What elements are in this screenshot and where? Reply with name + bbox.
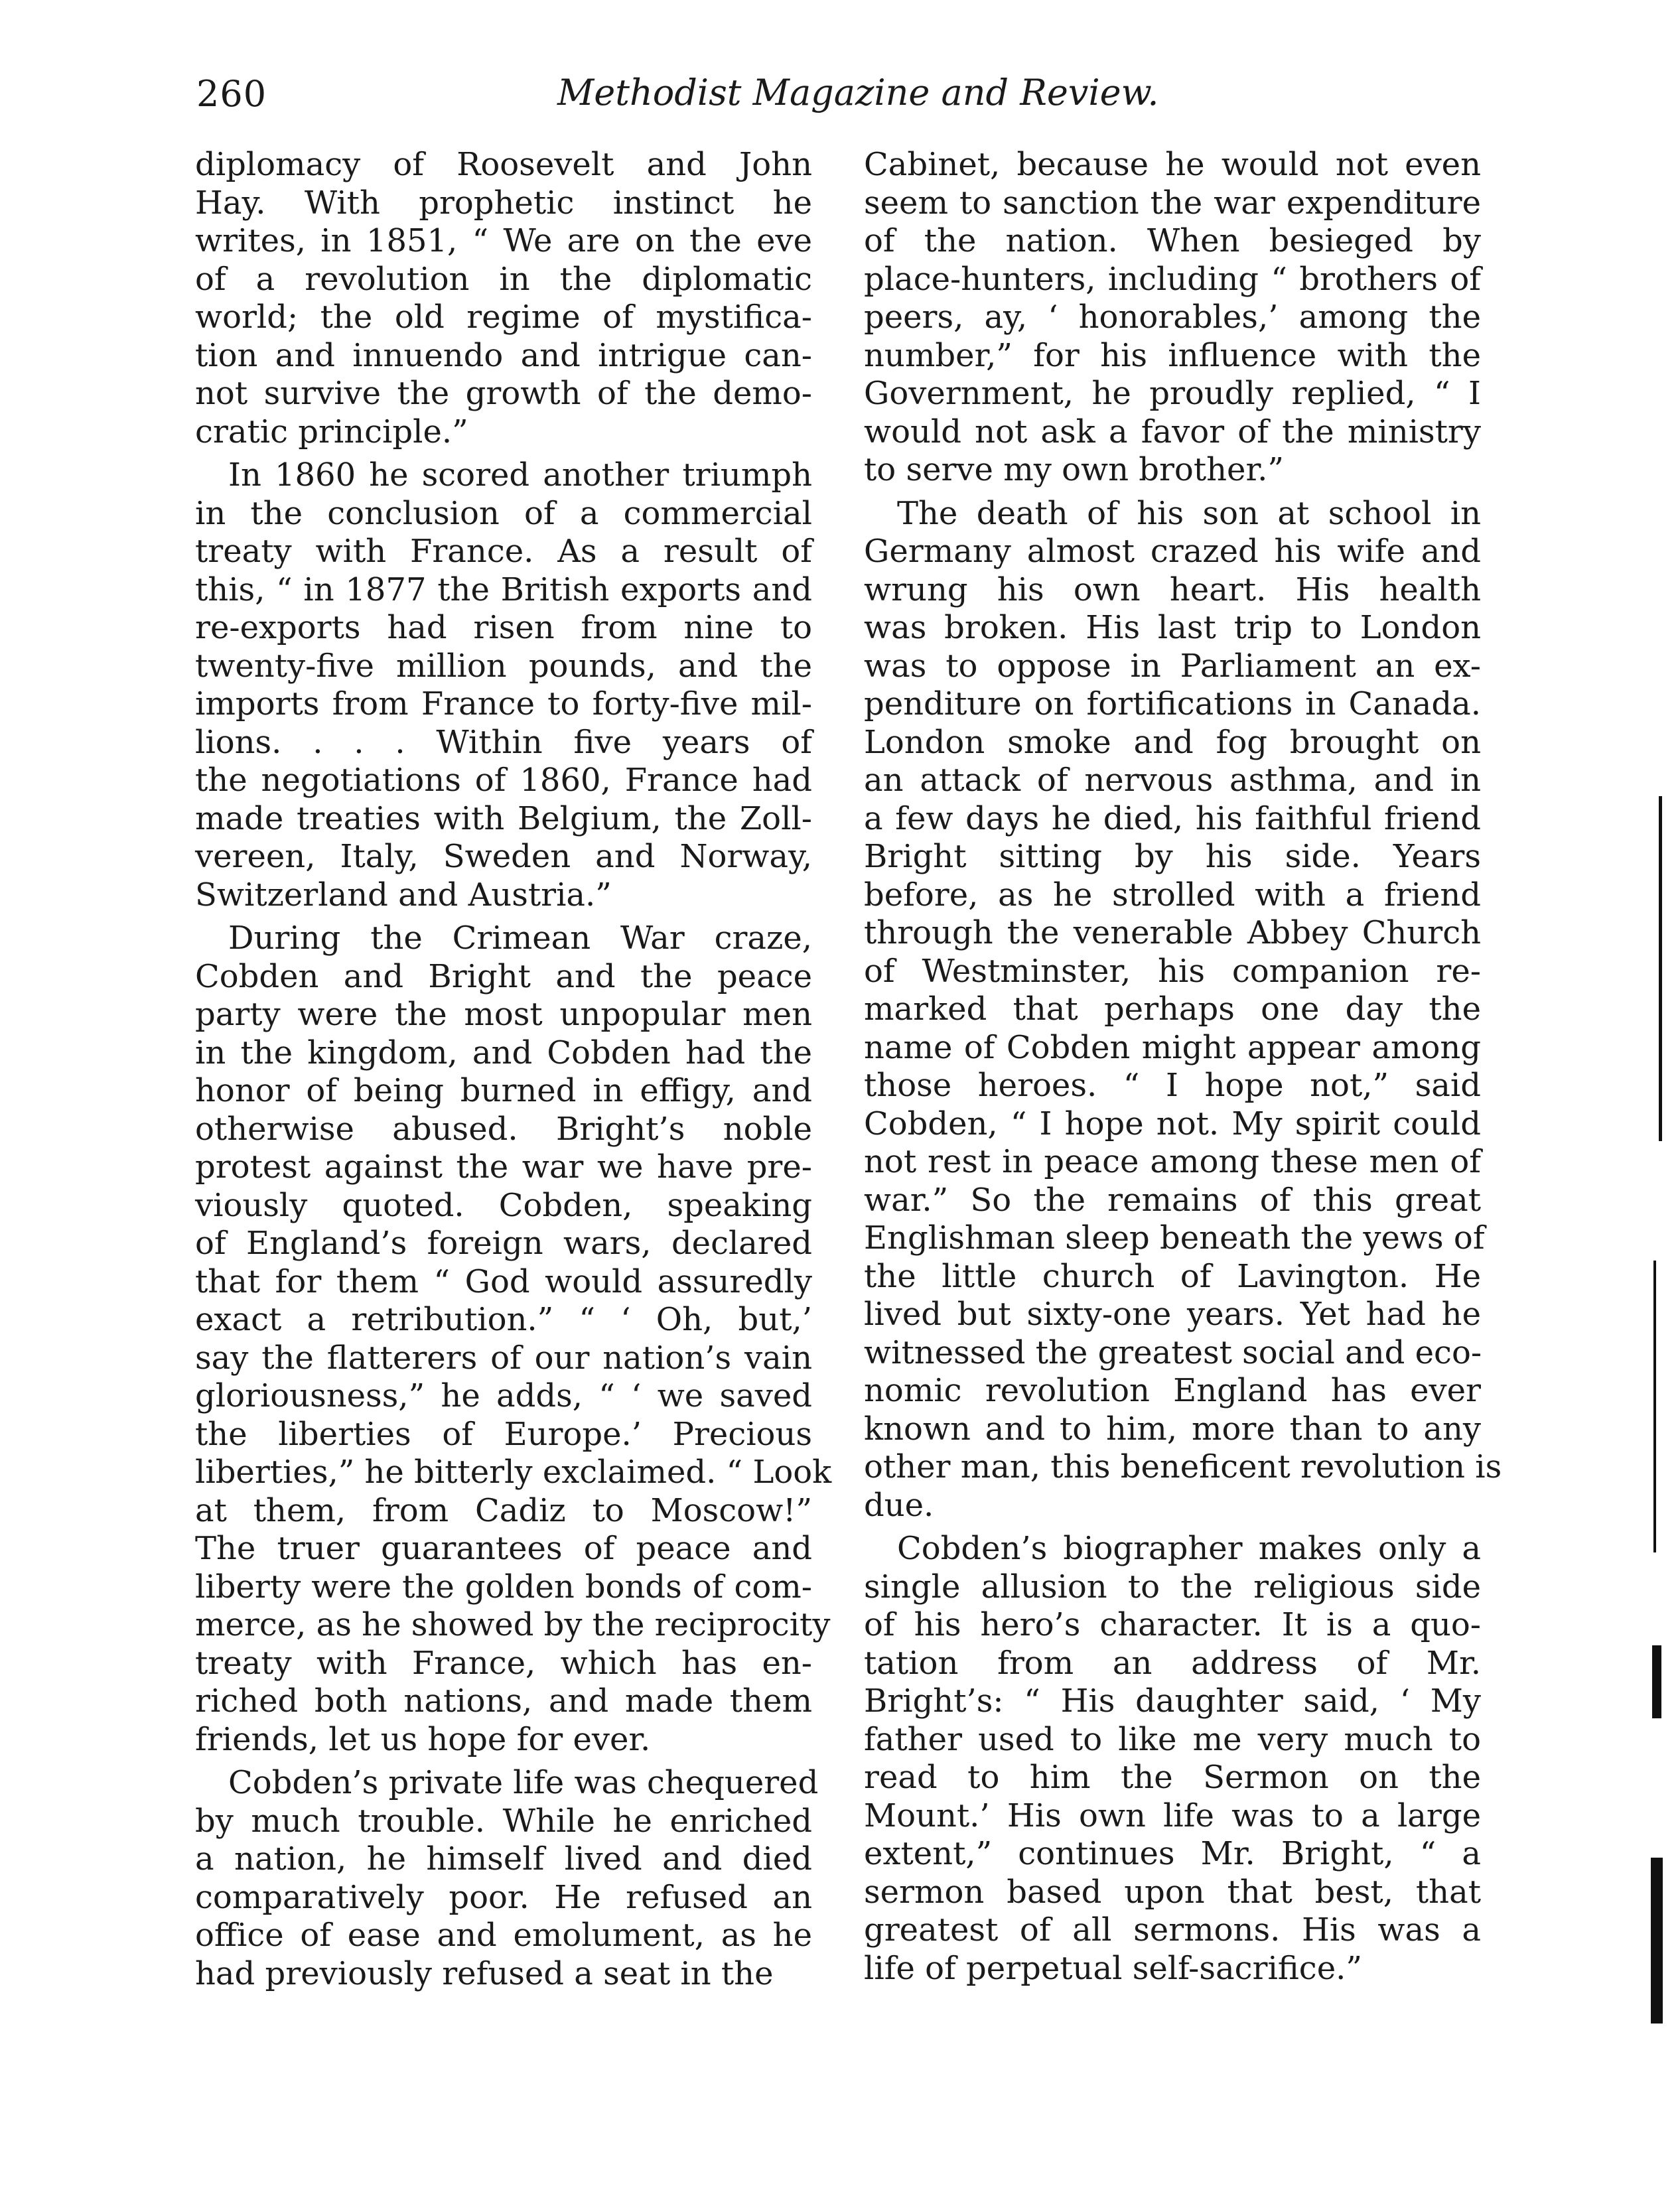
text-line: the little church of Lavington. He <box>864 1257 1481 1295</box>
text-line: not survive the growth of the demo- <box>195 375 812 412</box>
text-line: world; the old regime of mystifica- <box>195 299 812 336</box>
text-line: witnessed the greatest social and eco- <box>864 1334 1482 1371</box>
text-line: Switzerland and Austria.” <box>195 876 612 914</box>
text-line: London smoke and fog brought on <box>864 723 1481 761</box>
text-line: at them, from Cadiz to Moscow!” <box>195 1491 812 1529</box>
text-line: Bright sitting by his side. Years <box>864 838 1481 875</box>
text-line: Hay. With prophetic instinct he <box>195 184 812 222</box>
text-line: vereen, Italy, Sweden and Norway, <box>195 838 812 875</box>
text-line: that for them “ God would assuredly <box>195 1263 812 1300</box>
paragraph-gap <box>195 1759 812 1764</box>
paragraph-gap <box>195 914 812 920</box>
text-line: due. <box>864 1486 934 1524</box>
text-line: cratic principle.” <box>195 413 468 450</box>
text-line: peers, ay, ‘ honorables,’ among the <box>864 299 1481 336</box>
text-line: war.” So the remains of this great <box>864 1181 1481 1219</box>
text-line: known and to him, more than to any <box>864 1410 1481 1448</box>
text-line: single allusion to the religious side <box>864 1568 1481 1606</box>
text-line: gloriousness,” he adds, “ ‘ we saved <box>195 1377 812 1414</box>
scan-edge-mark <box>1651 1858 1663 2024</box>
text-line: number,” for his influence with the <box>864 336 1481 374</box>
text-line: treaty with France, which has en- <box>195 1644 812 1682</box>
text-line: of the nation. When besieged by <box>864 222 1481 259</box>
text-line: imports from France to forty-five mil- <box>195 685 812 722</box>
text-line: the liberties of Europe.’ Precious <box>195 1415 812 1453</box>
text-line: wrung his own heart. His health <box>864 571 1481 608</box>
text-line: nomic revolution England has ever <box>864 1372 1481 1409</box>
running-title: Methodist Magazine and Review. <box>557 72 1159 113</box>
text-line: a few days he died, his faithful friend <box>864 799 1481 837</box>
text-line: made treaties with Belgium, the Zoll- <box>195 799 812 837</box>
text-line: father used to like me very much to <box>864 1720 1481 1758</box>
text-line: of a revolution in the diplomatic <box>195 260 812 298</box>
text-line: Cabinet, because he would not even <box>864 146 1481 183</box>
text-line: Englishman sleep beneath the yews of <box>864 1219 1485 1257</box>
left-column <box>195 146 832 1993</box>
text-line: would not ask a favor of the ministry <box>864 413 1481 450</box>
text-line: extent,” continues Mr. Bright, “ a <box>864 1835 1481 1872</box>
text-line: otherwise abused. Bright’s noble <box>195 1110 812 1148</box>
text-line: Cobden and Bright and the peace <box>195 957 812 995</box>
text-line: other man, this beneficent revolution is <box>864 1448 1502 1485</box>
text-line: liberties,” he bitterly exclaimed. “ Look <box>195 1454 832 1491</box>
text-line: writes, in 1851, “ We are on the eve <box>195 222 812 259</box>
text-line: exact a retribution.” “ ‘ Oh, but,’ <box>195 1301 812 1338</box>
text-line: friends, let us hope for ever. <box>195 1720 651 1758</box>
scan-edge-mark <box>1652 1645 1661 1718</box>
text-line: merce, as he showed by the reciprocity <box>195 1606 831 1643</box>
text-line: not rest in peace among these men of <box>864 1143 1481 1180</box>
text-line: sermon based upon that best, that <box>864 1873 1481 1911</box>
paragraph-gap <box>864 1525 1481 1530</box>
text-line: the negotiations of 1860, France had <box>195 762 812 799</box>
text-line: Bright’s: “ His daughter said, ‘ My <box>864 1682 1481 1720</box>
scan-edge-mark <box>1653 1261 1656 1552</box>
text-line: comparatively poor. He refused an <box>195 1878 812 1916</box>
text-line: Government, he proudly replied, “ I <box>864 375 1481 412</box>
scan-edge-mark <box>1659 796 1662 1141</box>
text-line: of England’s foreign wars, declared <box>195 1225 812 1262</box>
text-line: re-exports had risen from nine to <box>195 609 812 646</box>
text-line: twenty-five million pounds, and the <box>195 647 812 685</box>
paragraph-gap <box>195 451 812 456</box>
text-line: of Westminster, his companion re- <box>864 952 1481 990</box>
text-line: diplomacy of Roosevelt and John <box>195 146 812 183</box>
text-line: to serve my own brother.” <box>864 451 1284 488</box>
text-line: In 1860 he scored another triumph <box>228 456 812 494</box>
text-line: before, as he strolled with a friend <box>864 876 1481 914</box>
text-line: life of perpetual self-sacrifice.” <box>864 1949 1362 1987</box>
text-line: marked that perhaps one day the <box>864 991 1481 1028</box>
text-line: The truer guarantees of peace and <box>195 1530 812 1567</box>
text-line: Cobden, “ I hope not. My spirit could <box>864 1105 1481 1142</box>
text-line: Mount.’ His own life was to a large <box>864 1797 1481 1834</box>
right-column <box>864 146 1502 1988</box>
text-line: treaty with France. As a result of <box>195 533 812 570</box>
text-line: through the venerable Abbey Church <box>864 914 1481 951</box>
text-line: penditure on fortifications in Canada. <box>864 685 1481 722</box>
text-line: read to him the Sermon on the <box>864 1759 1481 1796</box>
text-line: tion and innuendo and intrigue can- <box>195 336 812 374</box>
text-line: by much trouble. While he enriched <box>195 1802 812 1840</box>
text-line: protest against the war we have pre- <box>195 1148 812 1186</box>
text-line: in the kingdom, and Cobden had the <box>195 1034 812 1071</box>
text-line: liberty were the golden bonds of com- <box>195 1568 812 1606</box>
text-line: say the flatterers of our nation’s vain <box>195 1339 812 1377</box>
text-line: Cobden’s private life was chequered <box>228 1764 819 1801</box>
text-line: an attack of nervous asthma, and in <box>864 762 1481 799</box>
text-line: riched both nations, and made them <box>195 1682 812 1720</box>
text-line: Cobden’s biographer makes only a <box>897 1530 1481 1567</box>
text-line: The death of his son at school in <box>897 494 1481 532</box>
page-number: 260 <box>196 73 267 115</box>
text-line: those heroes. “ I hope not,” said <box>864 1067 1481 1104</box>
text-line: this, “ in 1877 the British exports and <box>195 571 812 608</box>
text-line: lions. . . . Within five years of <box>195 723 812 761</box>
text-line: was broken. His last trip to London <box>864 609 1481 646</box>
text-line: seem to sanction the war expenditure <box>864 184 1481 222</box>
text-line: tation from an address of Mr. <box>864 1644 1481 1682</box>
text-line: had previously refused a seat in the <box>195 1955 774 1992</box>
text-line: in the conclusion of a commercial <box>195 494 812 532</box>
text-line: party were the most unpopular men <box>195 996 812 1033</box>
text-line: office of ease and emolument, as he <box>195 1917 812 1954</box>
text-line: greatest of all sermons. His was a <box>864 1911 1481 1949</box>
text-line: Germany almost crazed his wife and <box>864 533 1481 570</box>
text-line: of his hero’s character. It is a quo- <box>864 1606 1481 1643</box>
text-line: name of Cobden might appear among <box>864 1028 1481 1066</box>
text-line: During the Crimean War craze, <box>228 920 812 957</box>
text-line: lived but sixty-one years. Yet had he <box>864 1296 1481 1333</box>
text-line: viously quoted. Cobden, speaking <box>195 1186 812 1224</box>
text-line: honor of being burned in effigy, and <box>195 1072 812 1109</box>
text-line: was to oppose in Parliament an ex- <box>864 647 1481 685</box>
paragraph-gap <box>864 490 1481 495</box>
text-line: a nation, he himself lived and died <box>195 1840 812 1878</box>
text-line: place-hunters, including “ brothers of <box>864 260 1481 298</box>
